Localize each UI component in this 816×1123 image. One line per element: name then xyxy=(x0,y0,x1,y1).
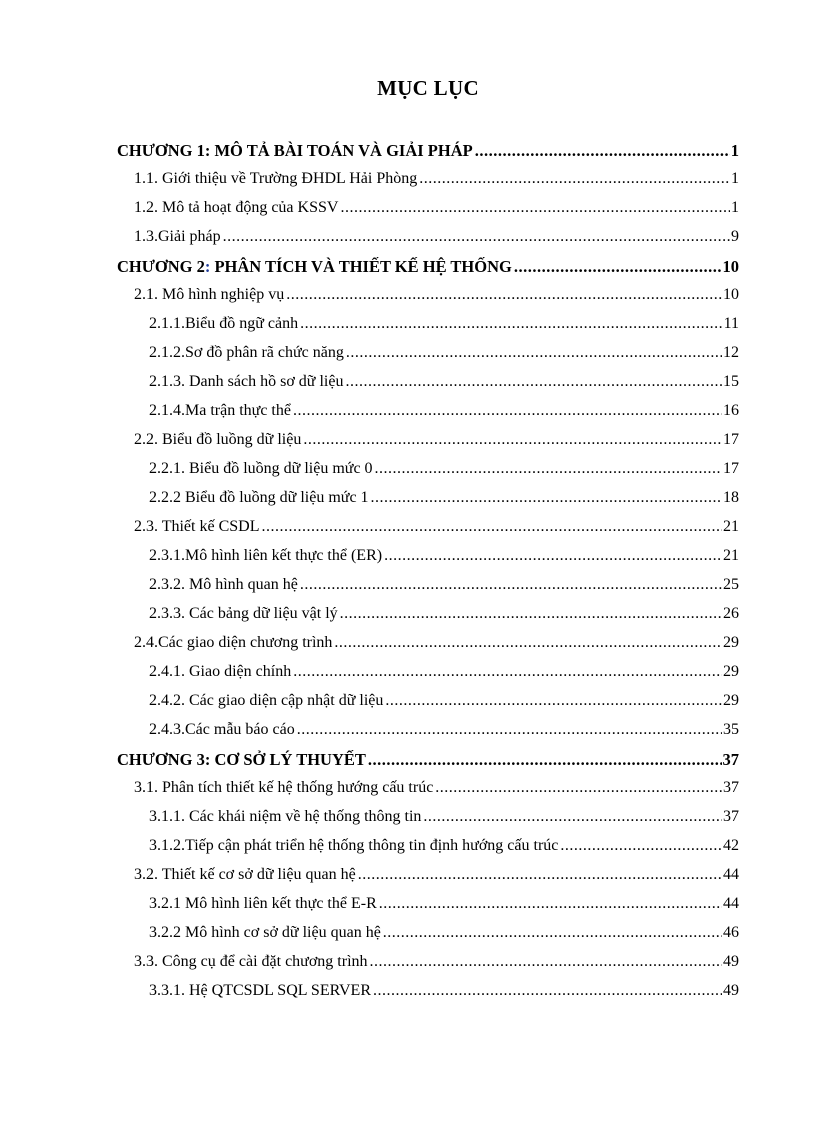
toc-entry-label: 3.2.1 Mô hình liên kết thực thể E-R xyxy=(149,895,377,912)
toc-entry-page: 49 xyxy=(723,982,739,999)
toc-entry-page: 9 xyxy=(731,228,739,245)
toc-leader-dots xyxy=(423,808,722,826)
toc-entry-label: 3.2.2 Mô hình cơ sở dữ liệu quan hệ xyxy=(149,924,381,941)
toc-entry-3-2-2[interactable] xyxy=(149,924,739,950)
toc-entry-label: 2.3.3. Các bảng dữ liệu vật lý xyxy=(149,605,338,622)
toc-entry-label: 2.1.1.Biểu đồ ngữ cảnh xyxy=(149,315,299,332)
toc-leader-dots xyxy=(560,837,722,855)
toc-entry-1-3[interactable] xyxy=(134,228,739,254)
toc-entry-page: 37 xyxy=(723,779,739,796)
toc-leader-dots xyxy=(346,344,722,362)
toc-entry-page: 12 xyxy=(723,344,739,361)
toc-entry-2-2[interactable] xyxy=(134,431,739,457)
toc-entry-label: 3.1. Phân tích thiết kế hệ thống hướng cấu trúc xyxy=(134,779,434,796)
toc-entry-label: CHƯƠNG 1: MÔ TẢ BÀI TOÁN VÀ GIẢI PHÁP xyxy=(117,141,473,160)
toc-entry-label: 3.1.2.Tiếp cận phát triển hệ thống thông tin định hướng cấu trúc xyxy=(149,837,559,854)
toc-entry-page: 16 xyxy=(723,402,739,419)
toc-entry-3-2[interactable] xyxy=(134,866,739,892)
chapter-number: CHƯƠNG 2 xyxy=(117,257,205,276)
toc-entry-page: 10 xyxy=(722,257,739,276)
toc-entry-label: 2.4.3.Các mẫu báo cáo xyxy=(149,721,295,738)
toc-entry-chapter-3[interactable] xyxy=(117,750,739,776)
toc-entry-chapter-2[interactable] xyxy=(117,257,739,283)
toc-entry-page: 10 xyxy=(723,286,739,303)
chapter-name: PHÂN TÍCH VÀ THIẾT KẾ HỆ THỐNG xyxy=(210,257,512,276)
toc-entry-label: 3.3. Công cụ để cài đặt chương trình xyxy=(134,953,368,970)
toc-entry-2-1-2[interactable] xyxy=(149,344,739,370)
toc-leader-dots xyxy=(368,750,722,770)
toc-leader-dots xyxy=(370,953,722,971)
toc-entry-label: 1.1. Giới thiệu về Trường ĐHDL Hải Phòng xyxy=(134,170,418,187)
toc-entry-page: 1 xyxy=(731,170,739,187)
toc-entry-label: 2.4.Các giao diện chương trình xyxy=(134,634,333,651)
toc-entry-2-1-1[interactable] xyxy=(149,315,739,341)
toc-entry-label: 3.3.1. Hệ QTCSDL SQL SERVER xyxy=(149,982,371,999)
toc-entry-page: 17 xyxy=(723,460,739,477)
toc-leader-dots xyxy=(371,489,722,507)
toc-entry-3-3-1[interactable] xyxy=(149,982,739,1008)
toc-entry-page: 11 xyxy=(723,315,739,332)
toc-leader-dots xyxy=(345,373,722,391)
toc-entry-page: 29 xyxy=(723,634,739,651)
toc-entry-2-4[interactable] xyxy=(134,634,739,660)
toc-entry-2-1-3[interactable] xyxy=(149,373,739,399)
toc-entry-label: 2.4.2. Các giao diện cập nhật dữ liệu xyxy=(149,692,384,709)
toc-entry-2-3-1[interactable] xyxy=(149,547,739,573)
toc-entry-page: 21 xyxy=(723,547,739,564)
toc-leader-dots xyxy=(286,286,722,304)
toc-entry-label: 2.2. Biểu đồ luồng dữ liệu xyxy=(134,431,302,448)
toc-entry-label: 2.2.1. Biểu đồ luồng dữ liệu mức 0 xyxy=(149,460,373,477)
toc-entry-page: 29 xyxy=(723,663,739,680)
toc-entry-2-4-2[interactable] xyxy=(149,692,739,718)
toc-leader-dots xyxy=(334,634,722,652)
toc-leader-dots xyxy=(261,518,722,536)
toc-entry-page: 37 xyxy=(723,808,739,825)
toc-leader-dots xyxy=(340,605,722,623)
toc-entry-2-1-4[interactable] xyxy=(149,402,739,428)
toc-entry-page: 25 xyxy=(723,576,739,593)
toc-entry-2-2-1[interactable] xyxy=(149,460,739,486)
toc-entry-3-1[interactable] xyxy=(134,779,739,805)
toc-entry-label: 2.3. Thiết kế CSDL xyxy=(134,518,260,535)
toc-leader-dots xyxy=(375,460,722,478)
toc-leader-dots xyxy=(373,982,722,1000)
toc-leader-dots xyxy=(300,576,722,594)
toc-entry-2-4-3[interactable] xyxy=(149,721,739,747)
toc-entry-2-3-3[interactable] xyxy=(149,605,739,631)
toc-leader-dots xyxy=(385,692,722,710)
page-title: MỤC LỤC xyxy=(377,76,479,100)
toc-entry-2-2-2[interactable] xyxy=(149,489,739,515)
toc-leader-dots xyxy=(384,547,722,565)
toc-entry-label: 2.3.1.Mô hình liên kết thực thể (ER) xyxy=(149,547,383,564)
toc-entry-label: 2.1. Mô hình nghiệp vụ xyxy=(134,286,285,303)
toc-entry-3-1-1[interactable] xyxy=(149,808,739,834)
toc-entry-page: 29 xyxy=(723,692,739,709)
chapter-colon: : xyxy=(204,257,211,276)
toc-leader-dots xyxy=(475,141,730,161)
toc-entry-label: 2.1.2.Sơ đồ phân rã chức năng xyxy=(149,344,344,361)
toc-leader-dots xyxy=(435,779,722,797)
toc-entry-label: CHƯƠNG 3: CƠ SỞ LÝ THUYẾT xyxy=(117,750,366,769)
toc-leader-dots xyxy=(383,924,722,942)
toc-entry-chapter-1[interactable] xyxy=(117,141,739,167)
toc-leader-dots xyxy=(300,315,723,333)
toc-entry-page: 1 xyxy=(731,199,739,216)
toc-entry-page: 42 xyxy=(723,837,739,854)
toc-leader-dots xyxy=(303,431,722,449)
toc-leader-dots xyxy=(293,402,722,420)
toc-leader-dots xyxy=(419,170,730,188)
toc-leader-dots xyxy=(297,721,722,739)
toc-entry-label: 2.3.2. Mô hình quan hệ xyxy=(149,576,298,593)
toc-entry-label: 3.2. Thiết kế cơ sở dữ liệu quan hệ xyxy=(134,866,356,883)
toc-entry-page: 17 xyxy=(723,431,739,448)
toc-entry-3-3[interactable] xyxy=(134,953,739,979)
toc-leader-dots xyxy=(340,199,730,217)
toc-entry-label: 2.1.4.Ma trận thực thể xyxy=(149,402,291,419)
toc-entry-1-1[interactable] xyxy=(134,170,739,196)
toc-entry-page: 21 xyxy=(723,518,739,535)
toc-entry-label: 2.2.2 Biểu đồ luồng dữ liệu mức 1 xyxy=(149,489,369,506)
toc-leader-dots xyxy=(293,663,722,681)
toc-entry-1-2[interactable] xyxy=(134,199,739,225)
toc-leader-dots xyxy=(223,228,730,246)
toc-entry-2-3[interactable] xyxy=(134,518,739,544)
toc-entry-2-1[interactable] xyxy=(134,286,739,312)
toc-entry-page: 44 xyxy=(723,895,739,912)
toc-entry-page: 1 xyxy=(730,141,739,160)
toc-entry-page: 44 xyxy=(723,866,739,883)
toc-entry-2-4-1[interactable] xyxy=(149,663,739,689)
toc-entry-3-2-1[interactable] xyxy=(149,895,739,921)
toc-entry-page: 37 xyxy=(722,750,739,769)
toc-entry-page: 15 xyxy=(723,373,739,390)
toc-entry-label: 2.4.1. Giao diện chính xyxy=(149,663,292,680)
toc-leader-dots xyxy=(514,257,722,277)
toc-entry-page: 26 xyxy=(723,605,739,622)
toc-entry-page: 35 xyxy=(723,721,739,738)
toc-leader-dots xyxy=(358,866,722,884)
toc-entry-page: 49 xyxy=(723,953,739,970)
toc-entry-3-1-2[interactable] xyxy=(149,837,739,863)
toc-entry-label: 3.1.1. Các khái niệm về hệ thống thông tin xyxy=(149,808,422,825)
toc-entry-label: 1.3.Giải pháp xyxy=(134,228,221,245)
toc-entry-label: 2.1.3. Danh sách hồ sơ dữ liệu xyxy=(149,373,344,390)
toc-entry-2-3-2[interactable] xyxy=(149,576,739,602)
toc-leader-dots xyxy=(379,895,722,913)
toc-entry-page: 18 xyxy=(723,489,739,506)
toc-entry-label xyxy=(117,257,514,277)
toc-entry-label: 1.2. Mô tả hoạt động của KSSV xyxy=(134,199,339,216)
toc-entry-page: 46 xyxy=(723,924,739,941)
